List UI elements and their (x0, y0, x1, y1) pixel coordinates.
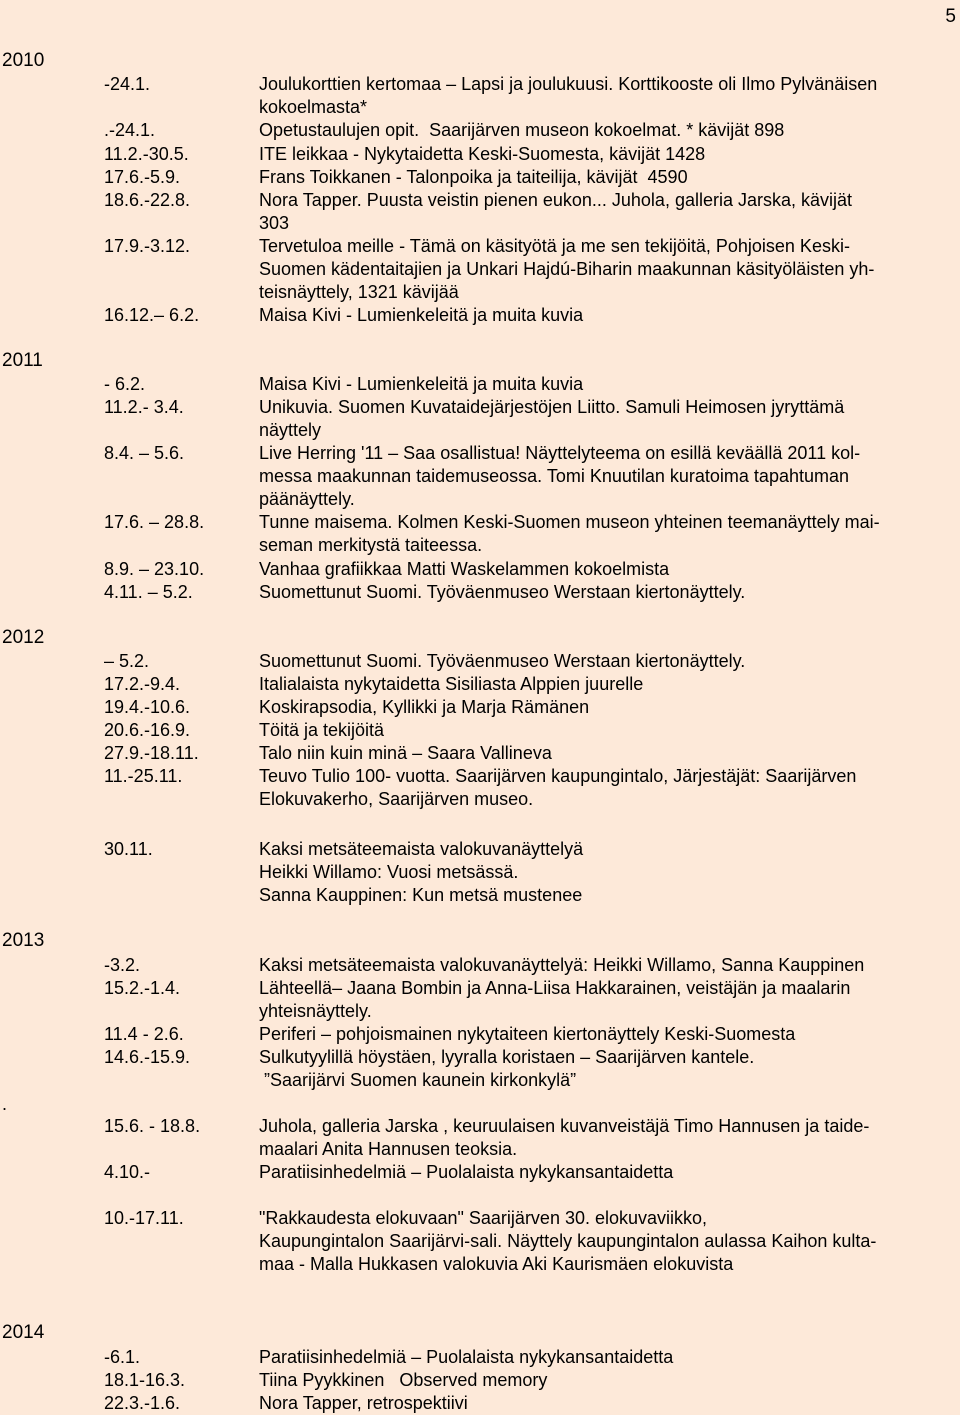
exhibition-date: 4.11. – 5.2. (104, 582, 193, 602)
exhibition-date: -24.1. (104, 74, 151, 94)
description-line: Sanna Kauppinen: Kun metsä mustenee (259, 885, 583, 905)
description-line: Vanhaa grafiikkaa Matti Waskelammen kokoelmista (259, 559, 670, 579)
exhibition-date: 14.6.-15.9. (104, 1047, 191, 1067)
exhibition-description (259, 373, 952, 396)
description-line: Live Herring '11 – Saa osallistua! Näyttelyteema on esillä keväällä 2011 kol- (259, 443, 861, 463)
description-line: Juhola, galleria Jarska , keuruulaisen kuvanveistäjä Timo Hannusen ja taide- (259, 1116, 870, 1136)
description-line: Suomettunut Suomi. Työväenmuseo Werstaan kiertonäyttely. (259, 582, 746, 602)
exhibition-description (259, 977, 952, 1023)
year-heading: 2010 (2, 50, 45, 71)
exhibition-description (259, 396, 952, 442)
description-line: ITE leikkaa - Nykytaidetta Keski-Suomesta, kävijät 1428 (259, 144, 706, 164)
description-line: Töitä ja tekijöitä (259, 720, 385, 740)
exhibition-description (259, 1369, 952, 1392)
exhibition-date: 17.9.-3.12. (104, 236, 191, 256)
exhibition-description (259, 189, 952, 235)
exhibition-date: 18.1-16.3. (104, 1370, 186, 1390)
exhibition-date: 27.9.-18.11. (104, 743, 199, 763)
exhibition-date: - 6.2. (104, 374, 146, 394)
exhibition-date: 8.4. – 5.6. (104, 443, 185, 463)
exhibition-description (259, 119, 952, 142)
description-line: Paratiisinhedelmiä – Puolalaista nykykansantaidetta (259, 1347, 674, 1367)
description-line: Kaupungintalon Saarijärvi-sali. Näyttely kaupungintalon aulassa Kaihon kulta- (259, 1231, 877, 1251)
exhibition-description (259, 1346, 952, 1369)
description-line: Nora Tapper. Puusta veistin pienen eukon... Juhola, galleria Jarska, kävijät (259, 190, 853, 210)
exhibition-date: 15.2.-1.4. (104, 978, 181, 998)
exhibition-date: 17.6. – 28.8. (104, 512, 205, 532)
description-line: Maisa Kivi - Lumienkeleitä ja muita kuvia (259, 305, 584, 325)
exhibition-description (259, 442, 952, 511)
exhibition-description (259, 1207, 952, 1276)
exhibition-date: .-24.1. (104, 120, 156, 140)
exhibition-date: 20.6.-16.9. (104, 720, 191, 740)
description-line: Tervetuloa meille - Tämä on käsityötä ja me sen tekijöitä, Pohjoisen Keski- (259, 236, 850, 256)
exhibition-description (259, 511, 952, 557)
description-line: Heikki Willamo: Vuosi metsässä. (259, 862, 519, 882)
description-line: "Rakkaudesta elokuvaan" Saarijärven 30. elokuvaviikko, (259, 1208, 708, 1228)
exhibition-description (259, 742, 952, 765)
year-heading: 2013 (2, 930, 45, 951)
exhibition-description (259, 650, 952, 673)
exhibition-description (259, 143, 952, 166)
description-line: Suomettunut Suomi. Työväenmuseo Werstaan kiertonäyttely. (259, 651, 746, 671)
page-number: 5 (945, 6, 956, 27)
exhibition-description (259, 696, 952, 719)
exhibition-description (259, 719, 952, 742)
description-line: Nora Tapper, retrospektiivi (259, 1393, 468, 1413)
description-line: Unikuvia. Suomen Kuvataidejärjestöjen Liitto. Samuli Heimosen jyryttämä (259, 397, 845, 417)
exhibition-date: 17.2.-9.4. (104, 674, 181, 694)
description-line: Lähteellä– Jaana Bombin ja Anna-Liisa Hakkarainen, veistäjän ja maalarin (259, 978, 851, 998)
exhibition-description (259, 1392, 952, 1415)
description-line: Joulukorttien kertomaa – Lapsi ja joulukuusi. Korttikooste oli Ilmo Pylvänäisen (259, 74, 878, 94)
exhibition-date: -6.1. (104, 1347, 141, 1367)
year-heading: 2014 (2, 1322, 45, 1343)
description-line: päänäyttely. (259, 489, 355, 509)
exhibition-description (259, 838, 952, 907)
description-line: Paratiisinhedelmiä – Puolalaista nykykansantaidetta (259, 1162, 674, 1182)
description-line: Suomen kädentaitajien ja Unkari Hajdú-Biharin maakunnan käsityöläisten yh- (259, 259, 875, 279)
description-line: yhteisnäyttely. (259, 1001, 372, 1021)
exhibition-date: 11.-25.11. (104, 766, 183, 786)
description-line: Sulkutyylillä höystäen, lyyralla koristaen – Saarijärven kantele. (259, 1047, 755, 1067)
description-line: maalari Anita Hannusen teoksia. (259, 1139, 518, 1159)
exhibition-date: 30.11. (104, 839, 153, 859)
exhibition-date: 17.6.-5.9. (104, 167, 181, 187)
exhibition-date: 11.2.-30.5. (104, 144, 189, 164)
year-heading: 2012 (2, 627, 45, 648)
description-line: ”Saarijärvi Suomen kaunein kirkonkylä” (259, 1070, 577, 1090)
exhibition-description (259, 304, 952, 327)
description-line: Frans Toikkanen - Talonpoika ja taiteilija, kävijät 4590 (259, 167, 688, 187)
exhibition-description (259, 1046, 952, 1092)
exhibition-description (259, 235, 952, 304)
exhibition-date: 11.4 - 2.6. (104, 1024, 184, 1044)
exhibition-date: 22.3.-1.6. (104, 1393, 181, 1413)
exhibition-date: 4.10.- (104, 1162, 151, 1182)
exhibition-description (259, 673, 952, 696)
exhibition-date: 18.6.-22.8. (104, 190, 191, 210)
exhibition-description (259, 1161, 952, 1184)
exhibition-description (259, 1115, 952, 1161)
stray-mark: . (2, 1094, 8, 1114)
exhibition-date: 15.6. - 18.8. (104, 1116, 201, 1136)
description-line: Kaksi metsäteemaista valokuvanäyttelyä: Heikki Willamo, Sanna Kauppinen (259, 955, 865, 975)
description-line: Talo niin kuin minä – Saara Vallineva (259, 743, 552, 763)
exhibition-date: 10.-17.11. (104, 1208, 184, 1228)
description-line: Tunne maisema. Kolmen Keski-Suomen museon yhteinen teemanäyttely mai- (259, 512, 880, 532)
description-line: teisnäyttely, 1321 kävijää (259, 282, 459, 302)
description-line: Tiina Pyykkinen Observed memory (259, 1370, 548, 1390)
description-line: messa maakunnan taidemuseossa. Tomi Knuutilan kuratoima tapahtuman (259, 466, 850, 486)
description-line: Koskirapsodia, Kyllikki ja Marja Rämänen (259, 697, 590, 717)
exhibition-description (259, 73, 952, 119)
exhibition-description (259, 765, 952, 811)
description-line: näyttely (259, 420, 322, 440)
exhibition-description (259, 954, 952, 977)
exhibition-date: 16.12.– 6.2. (104, 305, 200, 325)
description-line: Elokuvakerho, Saarijärven museo. (259, 789, 534, 809)
description-line: 303 (259, 213, 290, 233)
description-line: kokoelmasta* (259, 97, 368, 117)
description-line: Periferi – pohjoismainen nykytaiteen kiertonäyttely Keski-Suomesta (259, 1024, 796, 1044)
exhibition-description (259, 1023, 952, 1046)
description-line: Italialaista nykytaidetta Sisiliasta Alppien juurelle (259, 674, 644, 694)
exhibition-description (259, 581, 952, 604)
exhibition-date: – 5.2. (104, 651, 150, 671)
description-line: Kaksi metsäteemaista valokuvanäyttelyä (259, 839, 584, 859)
description-line: Maisa Kivi - Lumienkeleitä ja muita kuvia (259, 374, 584, 394)
description-line: seman merkitystä taiteessa. (259, 535, 483, 555)
year-heading: 2011 (2, 350, 43, 371)
exhibition-date: 11.2.- 3.4. (104, 397, 184, 417)
exhibition-date: -3.2. (104, 955, 141, 975)
description-line: maa - Malla Hukkasen valokuvia Aki Kaurismäen elokuvista (259, 1254, 734, 1274)
exhibition-date: 8.9. – 23.10. (104, 559, 205, 579)
exhibition-date: 19.4.-10.6. (104, 697, 191, 717)
description-line: Teuvo Tulio 100- vuotta. Saarijärven kaupungintalo, Järjestäjät: Saarijärven (259, 766, 857, 786)
description-line: Opetustaulujen opit. Saarijärven museon kokoelmat. * kävijät 898 (259, 120, 785, 140)
exhibition-description (259, 558, 952, 581)
exhibition-description (259, 166, 952, 189)
